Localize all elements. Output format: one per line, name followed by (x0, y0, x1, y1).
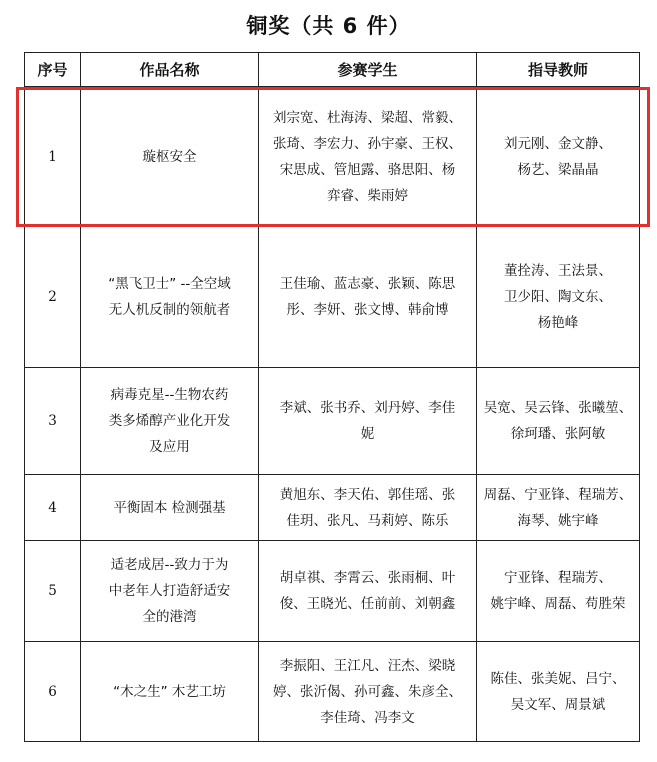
header-project-name: 作品名称 (81, 53, 259, 87)
cell-line: 刘元刚、金文静、 (504, 135, 612, 152)
cell-project-name (81, 87, 259, 227)
cell-line: 海琴、姚宇峰 (517, 512, 599, 529)
cell-number: 6 (25, 642, 81, 742)
bronze-award-table (24, 52, 640, 742)
cell-line: 弈睿、柴雨婷 (327, 187, 408, 204)
cell-line: 徐珂璠、张阿敏 (510, 426, 606, 442)
cell-line: 杨艺、梁晶晶 (517, 161, 599, 178)
cell-line: 杨艳峰 (537, 315, 579, 331)
cell-project-name (81, 227, 259, 368)
cell-line: 张琦、李宏力、孙宇豪、王权、 (273, 135, 462, 152)
cell-line: 中老年人打造舒适安 (108, 583, 231, 599)
cell-project-name (81, 475, 259, 541)
cell-line: 无人机反制的领航者 (108, 302, 231, 318)
cell-line: 彤、李妍、张文博、韩俞博 (286, 302, 449, 318)
cell-line: 及应用 (149, 439, 190, 455)
table-row (25, 87, 640, 227)
cell-line: 李斌、张书乔、刘丹婷、李佳 (279, 400, 456, 416)
table-row (25, 541, 640, 642)
cell-number: 4 (25, 475, 81, 541)
cell-line: 妮 (360, 426, 375, 442)
cell-line: 璇枢安全 (142, 148, 197, 165)
cell-line: 吴文军、周景斌 (510, 696, 606, 713)
table-row (25, 227, 640, 368)
cell-line: 周磊、宁亚锋、程瑞芳、 (483, 486, 633, 503)
cell-line: 董拴涛、王法景、 (504, 263, 612, 279)
cell-students (259, 227, 477, 368)
cell-number: 3 (25, 368, 81, 475)
cell-teachers (477, 642, 640, 742)
cell-teachers (477, 227, 640, 368)
cell-students (259, 475, 477, 541)
cell-line: 类多烯醇产业化开发 (108, 413, 231, 429)
cell-line: 吴宽、吴云锋、张曦堃、 (483, 400, 633, 416)
table-row (25, 368, 640, 475)
cell-line: 黄旭东、李天佑、郭佳瑶、张 (279, 486, 456, 503)
cell-students (259, 87, 477, 227)
table-header-row (25, 53, 640, 87)
cell-project-name (81, 642, 259, 742)
cell-number: 2 (25, 227, 81, 368)
header-teachers: 指导教师 (477, 53, 640, 87)
cell-teachers (477, 541, 640, 642)
cell-line: 王佳瑜、蓝志豪、张颖、陈思 (279, 276, 456, 292)
cell-line: 胡卓祺、李霄云、张雨桐、叶 (279, 570, 456, 586)
cell-line: 宁亚锋、程瑞芳、 (504, 570, 612, 586)
cell-project-name (81, 368, 259, 475)
cell-line: 陈佳、张美妮、吕宁、 (490, 670, 626, 687)
cell-number: 5 (25, 541, 81, 642)
cell-line: “木之生” 木艺工坊 (113, 683, 226, 700)
cell-students (259, 541, 477, 642)
cell-line: 佳玥、张凡、马莉婷、陈乐 (286, 512, 449, 529)
cell-line: 病毒克星--生物农药 (110, 387, 229, 403)
page-title: 铜奖（共 6 件） (246, 14, 411, 38)
cell-line: 卫少阳、陶文东、 (504, 289, 612, 305)
cell-line: 宋思成、管旭露、骆思阳、杨 (279, 161, 456, 178)
cell-line: 姚宇峰、周磊、苟胜荣 (490, 596, 626, 612)
cell-line: 适老成居--致力于为 (110, 557, 229, 573)
cell-line: 婷、张沂偈、孙可鑫、朱彦全、 (273, 683, 462, 700)
cell-project-name (81, 541, 259, 642)
cell-line: “黑飞卫士” --全空域 (108, 276, 231, 292)
cell-line: 全的港湾 (142, 609, 197, 625)
cell-line: 李振阳、王江凡、汪杰、梁晓 (279, 657, 456, 674)
header-students: 参赛学生 (259, 53, 477, 87)
cell-line: 平衡固本 检测强基 (113, 499, 226, 516)
header-number: 序号 (25, 53, 81, 87)
cell-students (259, 368, 477, 475)
cell-teachers (477, 87, 640, 227)
cell-line: 俊、王晓光、任前前、刘朝鑫 (279, 596, 456, 612)
cell-number: 1 (25, 87, 81, 227)
cell-teachers (477, 368, 640, 475)
table-row (25, 475, 640, 541)
cell-line: 李佳琦、冯李文 (320, 709, 415, 726)
cell-students (259, 642, 477, 742)
cell-teachers (477, 475, 640, 541)
table-row (25, 642, 640, 742)
cell-line: 刘宗宽、杜海涛、梁超、常毅、 (273, 109, 462, 126)
